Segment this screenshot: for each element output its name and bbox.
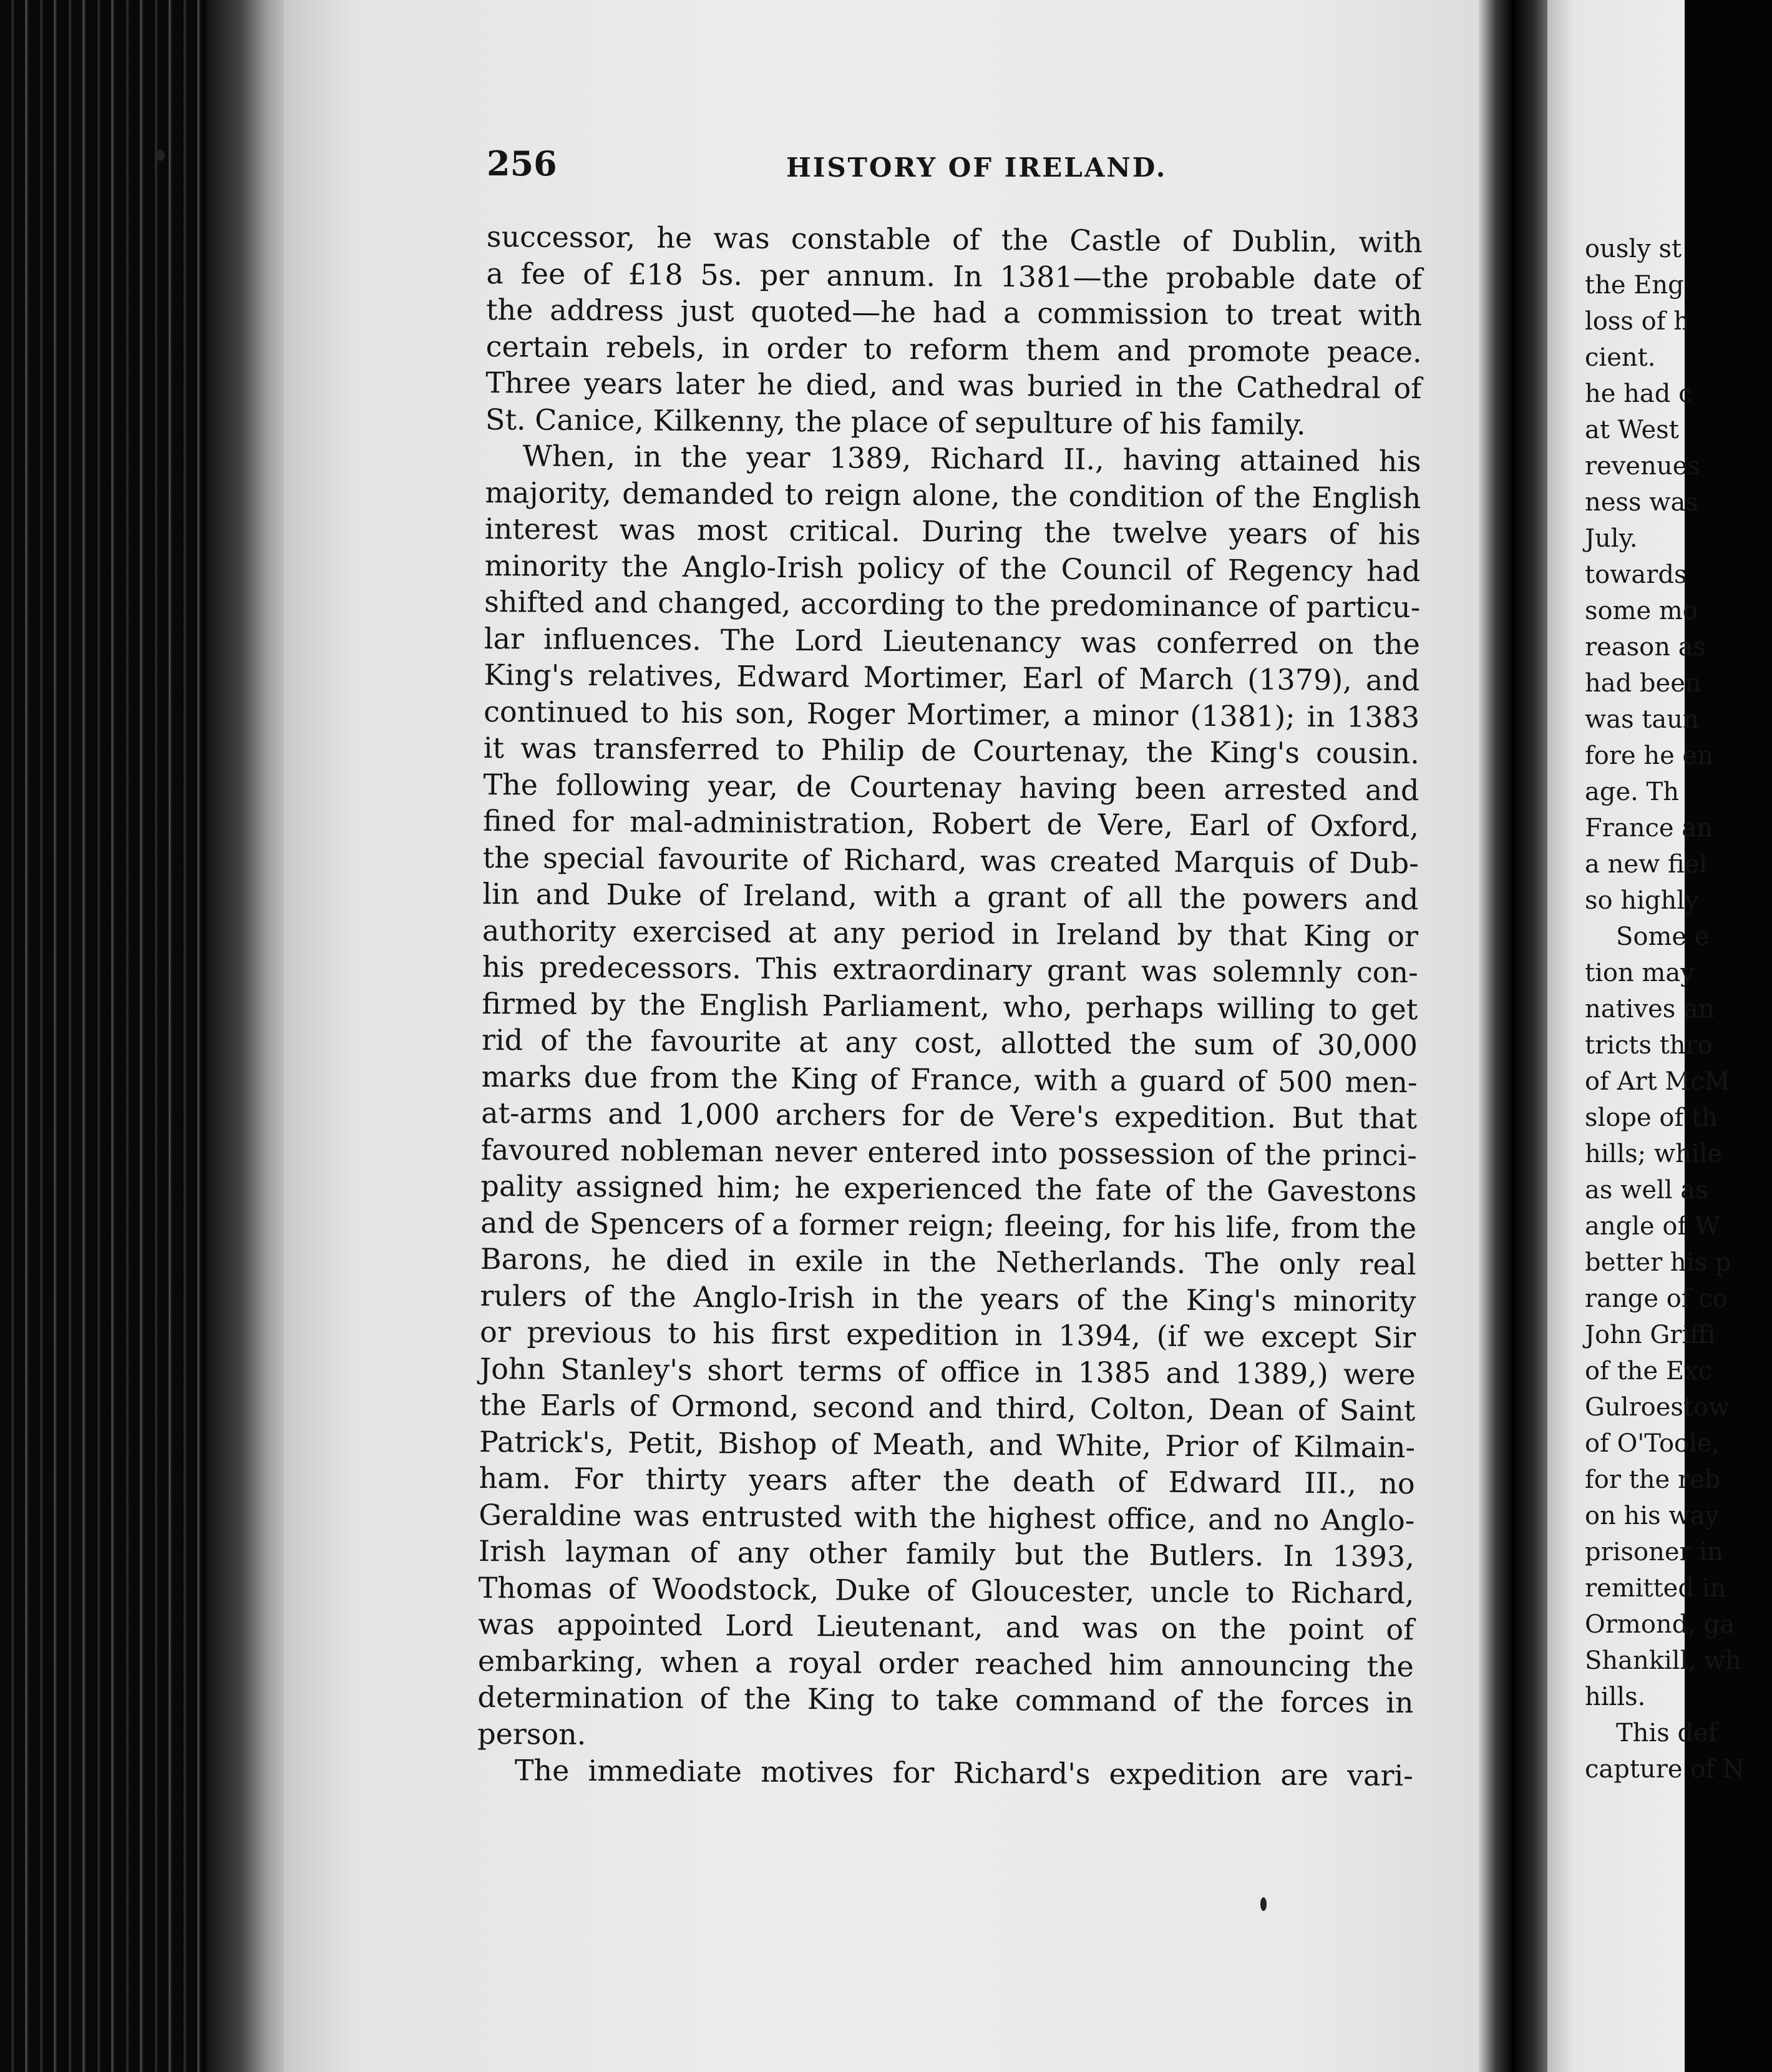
facing-line: tion may: [1585, 959, 1695, 987]
text-line: Barons, he died in exile in the Netherlands. The only real: [480, 1241, 1416, 1282]
facing-page: [1547, 0, 1745, 2072]
facing-line: Shankill, wh: [1585, 1646, 1741, 1675]
facing-line: Ormond, ga: [1585, 1610, 1735, 1639]
text-line: shifted and changed, according to the predominance of particu-: [484, 584, 1421, 625]
facing-page-text: [1585, 231, 1772, 1787]
text-line: ham. For thirty years after the death of Edward III., no: [479, 1460, 1415, 1501]
ink-speck: [156, 150, 165, 161]
ink-speck: [1260, 1897, 1267, 1911]
text-line: and de Spencers of a former reign; fleeing, for his life, from the: [480, 1205, 1417, 1245]
facing-line: range of co: [1585, 1284, 1728, 1313]
text-line: continued to his son, Roger Mortimer, a minor (1381); in 1383: [484, 694, 1420, 734]
page-curl-shadow: [206, 0, 293, 2072]
facing-line: as well as: [1585, 1176, 1708, 1205]
text-line: Patrick's, Petit, Bishop of Meath, and White, Prior of Kilmain-: [479, 1424, 1416, 1464]
facing-line: on his way: [1585, 1502, 1720, 1530]
facing-line: angle of W: [1585, 1212, 1721, 1241]
page-header: [487, 144, 1423, 200]
text-line: at-arms and 1,000 archers for de Vere's expedition. But that: [481, 1095, 1418, 1136]
facing-line: July.: [1585, 524, 1638, 553]
facing-line: remitted in: [1585, 1574, 1726, 1603]
facing-line: fore he en: [1585, 741, 1713, 770]
text-line: marks due from the King of France, with a guard of 500 men-: [481, 1059, 1418, 1099]
facing-line: prisoner in: [1585, 1538, 1723, 1566]
facing-line: of Art McM: [1585, 1067, 1730, 1096]
text-line: The immediate motives for Richard's expedition are vari-: [514, 1753, 1413, 1793]
facing-line: ness was: [1585, 488, 1698, 517]
facing-line: tricts thro: [1585, 1031, 1713, 1060]
facing-line: he had c: [1585, 379, 1693, 408]
text-line: lar influences. The Lord Lieutenancy was conferred on the: [484, 621, 1421, 661]
facing-line: France an: [1585, 814, 1713, 843]
text-line: embarking, when a royal order reached him announcing the: [477, 1643, 1414, 1683]
facing-line: John Griffi: [1585, 1321, 1716, 1349]
facing-line: of O'Toole,: [1585, 1429, 1720, 1458]
facing-line: was taun: [1585, 705, 1699, 734]
text-line: the address just quoted—he had a commission to treat with: [485, 292, 1423, 333]
text-line: person.: [477, 1716, 587, 1751]
text-line: his predecessors. This extraordinary grant was solemnly con-: [482, 949, 1418, 990]
facing-line: hills.: [1585, 1683, 1646, 1711]
body-text: [477, 218, 1423, 1815]
facing-line: capture of N: [1585, 1755, 1745, 1784]
facing-line: This def: [1616, 1719, 1718, 1747]
facing-line: at West: [1585, 416, 1679, 444]
facing-line: better his p: [1585, 1248, 1731, 1277]
facing-line: the Eng: [1585, 271, 1684, 300]
text-line: successor, he was constable of the Castle of Dublin, with: [486, 219, 1423, 260]
text-line: fined for mal-administration, Robert de Vere, Earl of Oxford,: [482, 803, 1419, 844]
text-line: determination of the King to take command of the forces in: [477, 1679, 1414, 1720]
text-line: interest was most critical. During the twelve years of his: [484, 511, 1421, 552]
text-line: Geraldine was entrusted with the highest office, and no Anglo-: [479, 1497, 1415, 1537]
facing-line: of the Exc: [1585, 1357, 1712, 1385]
book-gutter: [1479, 0, 1547, 2072]
text-line: rulers of the Anglo-Irish in the years of the King's minority: [480, 1278, 1416, 1318]
text-line: or previous to his first expedition in 1394, (if we except Sir: [479, 1314, 1416, 1355]
text-line: certain rebels, in order to reform them and promote peace.: [485, 329, 1422, 369]
facing-line: had been: [1585, 669, 1701, 698]
text-line: rid of the favourite at any cost, allotted the sum of 30,000: [481, 1022, 1418, 1063]
facing-line: loss of h: [1585, 307, 1690, 336]
text-line: The following year, de Courtenay having been arrested and: [483, 767, 1419, 807]
facing-line: ously st: [1585, 235, 1682, 263]
facing-line: for the reb: [1585, 1465, 1721, 1494]
facing-line: some mo: [1585, 597, 1698, 625]
facing-line: hills; while: [1585, 1140, 1723, 1168]
text-line: authority exercised at any period in Ireland by that King or: [482, 913, 1419, 953]
facing-line: reason as: [1585, 633, 1706, 662]
facing-line: a new fiel: [1585, 850, 1708, 879]
text-line: King's relatives, Edward Mortimer, Earl of March (1379), and: [484, 657, 1420, 698]
facing-line: revenues: [1585, 452, 1700, 481]
text-line: a fee of £18 5s. per annum. In 1381—the probable date of: [486, 256, 1423, 296]
facing-line: towards: [1585, 560, 1687, 589]
text-line: lin and Duke of Ireland, with a grant of all the powers and: [482, 876, 1419, 917]
text-line: the Earls of Ormond, second and third, Colton, Dean of Saint: [479, 1387, 1416, 1428]
text-line: John Stanley's short terms of office in 1385 and 1389,) were: [479, 1351, 1416, 1391]
text-line: minority the Anglo-Irish policy of the Council of Regency had: [484, 548, 1421, 588]
text-line: pality assigned him; he experienced the fate of the Gavestons: [480, 1168, 1417, 1209]
text-line: firmed by the English Parliament, who, perhaps willing to get: [482, 986, 1418, 1026]
facing-line: so highly: [1585, 886, 1699, 915]
facing-line: Some e: [1616, 922, 1710, 951]
facing-line: natives an: [1585, 995, 1715, 1024]
running-head: HISTORY OF IRELAND.: [786, 152, 1167, 183]
text-line: When, in the year 1389, Richard II., having attained his: [522, 439, 1421, 479]
text-line: Irish layman of any other family but the Butlers. In 1393,: [478, 1533, 1415, 1574]
facing-line: Gulroestow: [1585, 1393, 1730, 1422]
text-line: it was transferred to Philip de Courtenay, the King's cousin.: [483, 730, 1419, 771]
page-number: 256: [487, 144, 557, 183]
facing-line: slope of th: [1585, 1103, 1718, 1132]
facing-line: cient.: [1585, 343, 1656, 372]
text-line: the special favourite of Richard, was created Marquis of Dub-: [482, 840, 1419, 880]
text-line: St. Canice, Kilkenny, the place of sepulture of his family.: [485, 402, 1306, 441]
text-line: favoured nobleman never entered into possession of the princi-: [480, 1132, 1418, 1172]
facing-line: age. Th: [1585, 778, 1679, 806]
text-line: was appointed Lord Lieutenant, and was on the point of: [478, 1606, 1414, 1647]
text-line: Three years later he died, and was buried in the Cathedral of: [485, 365, 1422, 406]
text-line: majority, demanded to reign alone, the condition of the English: [485, 475, 1421, 515]
text-line: Thomas of Woodstock, Duke of Gloucester, uncle to Richard,: [478, 1570, 1414, 1610]
